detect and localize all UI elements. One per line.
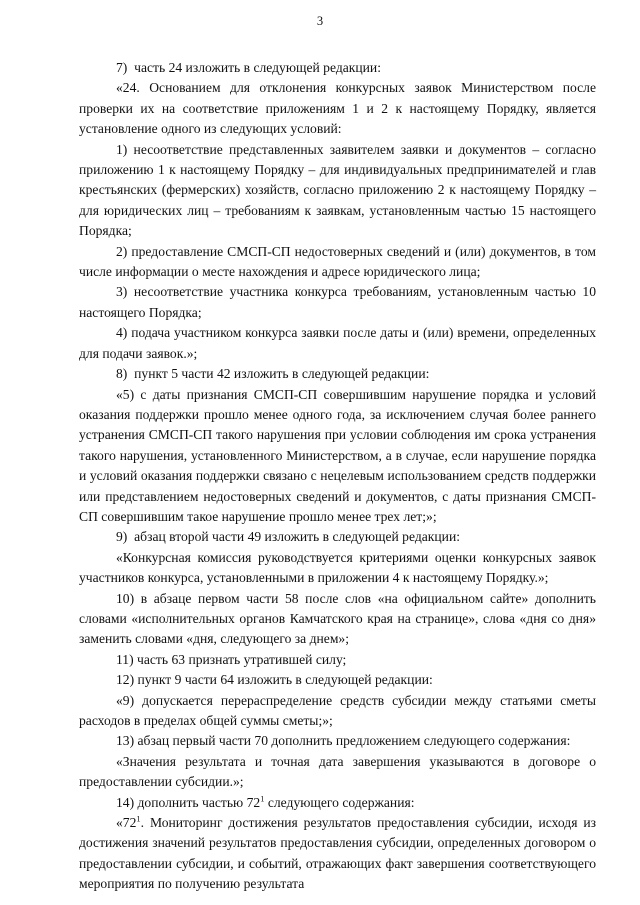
part-72-1-text-before: «72 — [116, 815, 137, 831]
page-number: 3 — [316, 14, 324, 28]
paragraph-item-10: 10) в абзаце первом части 58 после слов «на официальном сайте» дополнить словами «исполнительных органов Камчатского края на странице», слова «дня со дня» заменить словами «дня, следующего за днем»; — [79, 590, 596, 647]
paragraph-item-8: 8) пункт 5 части 42 изложить в следующей редакции: — [116, 366, 430, 382]
paragraph-point-5-text: «5) с даты признания СМСП-СП совершившим нарушение порядка и условий оказания поддержки прошло менее одного года, за исключением случая более раннего устранения СМСП-СП такого нарушения при условии соблюдения им срока устранения такого нарушения, установленного Министерством, а в случае, если нарушение порядка и условий оказания поддержки связано с нецелевым использованием средств поддержки или представлением недостоверных сведений и документов, с даты признания СМСП-СП совершившим такое нарушение прошло менее трех лет;»; — [79, 386, 596, 524]
paragraph-part-24-text: «24. Основанием для отклонения конкурсных заявок Министерством после проверки их на соответствие приложениям 1 и 2 к настоящему Порядку, является установление одного из следующих условий: — [79, 80, 596, 137]
paragraph-point-9-text: «9) допускается перераспределение средств субсидии между статьями сметы расходов в пределах общей суммы сметы;»; — [79, 692, 596, 728]
part-72-1-text-after: . Мониторинг достижения результатов предоставления субсидии, исходя из достижения значений результатов предоставления субсидии, определенных договором о предоставлении субсидии, и событий, отражающих факт завершения соответствующего мероприятия по получению результата — [79, 815, 596, 892]
item-14-text-after: следующего содержания: — [264, 794, 415, 810]
paragraph-condition-3: 3) несоответствие участника конкурса требованиям, установленным частью 10 настоящего Порядка; — [79, 284, 596, 320]
paragraph-item-7: 7) часть 24 изложить в следующей редакции: — [116, 60, 381, 75]
paragraph-part-70-text: «Значения результата и точная дата завершения указываются в договоре о предоставлении субсидии.»; — [79, 753, 596, 790]
item-14-superscript: 1 — [260, 793, 265, 804]
paragraph-condition-4: 4) подача участником конкурса заявки после даты и (или) времени, определенных для подачи заявок.»; — [79, 325, 596, 361]
paragraph-item-11: 11) часть 63 признать утратившей силу; — [116, 651, 347, 667]
document-body — [79, 58, 596, 895]
part-72-1-superscript: 1 — [136, 813, 141, 824]
paragraph-part-49-text: «Конкурсная комиссия руководствуется критериями оценки конкурсных заявок участников конкурса, установленными в приложении 4 к настоящему Порядку.»; — [79, 549, 596, 586]
item-14-text-before: 14) дополнить частью 72 — [116, 794, 261, 810]
paragraph-item-14 — [79, 793, 596, 813]
paragraph-item-9: 9) абзац второй части 49 изложить в следующей редакции: — [116, 529, 460, 545]
paragraph-item-13: 13) абзац первый части 70 дополнить предложением следующего содержания: — [116, 733, 571, 749]
paragraph-condition-2: 2) предоставление СМСП-СП недостоверных сведений и (или) документов, в том числе информации о месте нахождения и адресе юридического лица; — [79, 243, 596, 280]
paragraph-part-72-1-text — [79, 813, 596, 895]
paragraph-condition-1: 1) несоответствие представленных заявителем заявки и документов – согласно приложению 1 к настоящему Порядку – для индивидуальных предпринимателей и глав крестьянских (фермерских) хозяйств, согласно приложению 2 к настоящему Порядку – для юридических лиц – требованиям к заявкам, установленным частью 15 настоящего Порядка; — [79, 141, 596, 239]
paragraph-item-12: 12) пункт 9 части 64 изложить в следующей редакции: — [116, 672, 433, 688]
